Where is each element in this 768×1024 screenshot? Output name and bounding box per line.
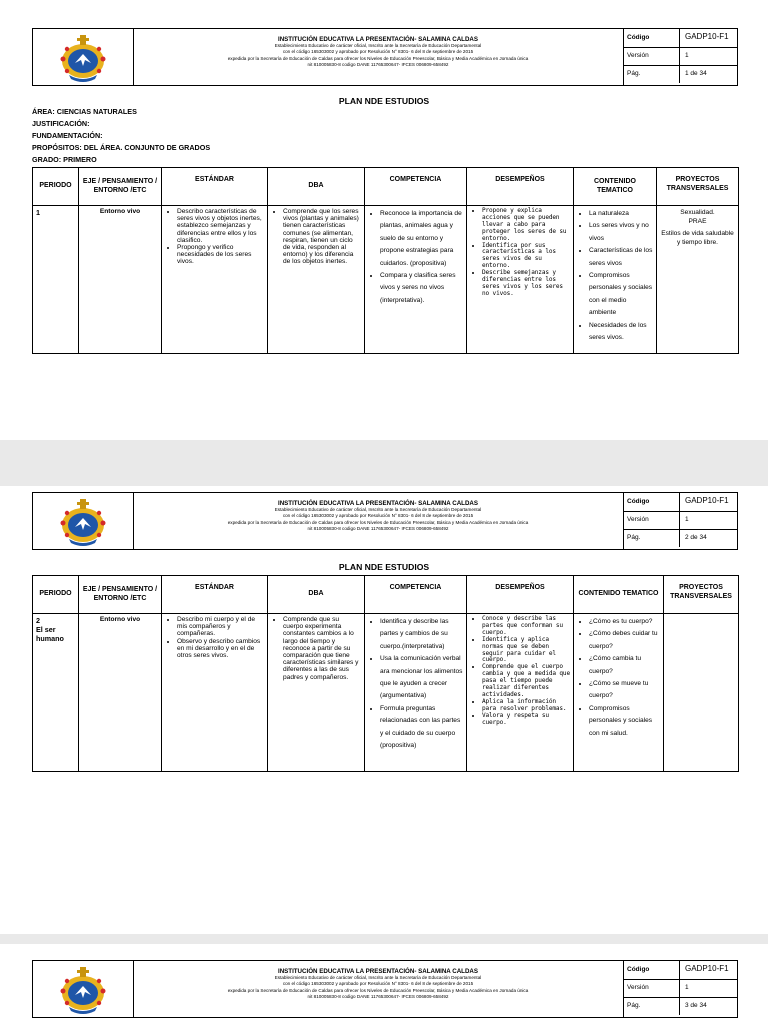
header-line: Establecimiento Educativo de carácter oficial, Inscrito ante la Secretaría de Educación Departamental xyxy=(274,43,482,48)
header-line: expedida por la Secretaría de Educación de Caldas para ofrecer los Niveles de Educación Preescolar, Básica y Media Académica en Jornada única xyxy=(227,519,529,525)
list-item: • Necesidades de los seres vivos. xyxy=(589,320,653,345)
list-item: • Formula preguntas relacionadas con las partes y el cuidado de su cuerpo (propositiva) xyxy=(380,703,463,753)
eje-cell: Entorno vivo xyxy=(79,206,162,354)
plan-info xyxy=(32,106,210,166)
area-line: ÁREA: CIENCIAS NATURALES xyxy=(32,107,137,116)
periodo-number: 2 xyxy=(36,616,40,625)
list-item: • Propone y explica acciones que se pueden llevar a cabo para proteger los seres de su entorno. xyxy=(482,208,570,243)
codigo-label: Código xyxy=(627,498,650,505)
version-value: 1 xyxy=(679,979,737,997)
version-label: Versión xyxy=(627,984,649,991)
propositos-line: PROPÓSITOS: DEL ÁREA. CONJUNTO DE GRADOS xyxy=(32,143,211,152)
competencia-cell xyxy=(365,206,467,354)
version-value: 1 xyxy=(679,511,737,529)
periodo-name: El ser humano xyxy=(36,625,64,643)
proyectos-cell xyxy=(664,614,739,772)
pag-value: 2 de 34 xyxy=(679,529,737,547)
header-line: nit 810005830-8 codigo DANE 11765300647- IFCES 006809-658492 xyxy=(307,993,449,999)
col-estandar: ESTÁNDAR xyxy=(162,576,268,614)
grado-line: GRADO: PRIMERO xyxy=(32,155,97,164)
table-row xyxy=(33,614,739,772)
dba-cell xyxy=(268,206,365,354)
plan-title: PLAN NDE ESTUDIOS xyxy=(338,96,430,106)
proyectos-cell xyxy=(657,206,739,354)
school-logo xyxy=(33,961,134,1017)
estandar-cell xyxy=(162,206,268,354)
list-item: • Compromisos personales y sociales con el medio ambiente xyxy=(589,270,653,320)
header-line: con el código 165303002 y aprobado por Resolución N° 8301- 6 del 8 de septiembre de 2015 xyxy=(282,513,474,519)
school-logo xyxy=(33,493,134,549)
list-item: • Comprende que los seres vivos (plantas y animales) tienen características comunes (se alimentan, respiran, tienen un ciclo de vida, responden al entorno) y los diferencia de los objetos inertes. xyxy=(283,208,361,266)
list-item: • Conoce y describe las partes que conforman su cuerpo. xyxy=(482,616,570,637)
list-item: • Comprende que el cuerpo cambia y que a medida que pasa el tiempo puede realizar diferentes actividades. xyxy=(482,664,570,699)
plan-title: PLAN NDE ESTUDIOS xyxy=(338,562,430,572)
codigo-value: GADP10-F1 xyxy=(679,961,737,979)
col-proyectos: PROYECTOS TRANSVERSALES xyxy=(657,168,739,206)
periodo-cell xyxy=(33,614,79,772)
col-estandar: ESTÁNDAR xyxy=(162,168,268,206)
justificacion-line: JUSTIFICACIÓN: xyxy=(32,119,90,128)
header-line: Establecimiento Educativo de carácter oficial, Inscrito ante la Secretaría de Educación Departamental xyxy=(274,975,482,980)
proyecto-item: Sexualidad. xyxy=(680,209,715,216)
col-contenido: CONTENIDO TEMATICO xyxy=(574,576,664,614)
list-item: • Observo y describo cambios en mi desarrollo y en el de otros seres vivos. xyxy=(177,638,264,660)
col-dba: DBA xyxy=(268,576,365,614)
page-1 xyxy=(0,0,768,440)
list-item: • Describo mi cuerpo y el de mis compañeros y compañeras. xyxy=(177,616,264,638)
header-line: nit 810005830-8 codigo DANE 11765300647- IFCES 006809-658492 xyxy=(307,525,449,531)
col-periodo: PERIODO xyxy=(33,168,79,206)
list-item: • Describo características de seres vivos y objetos inertes, establezco semejanzas y diferencias entre ellos y los clasifico. xyxy=(177,208,264,244)
header-line: expedida por la Secretaría de Educación de Caldas para ofrecer los Niveles de Educación Preescolar, Básica y Media Académica en Jornada única xyxy=(227,987,529,993)
list-item: • La naturaleza xyxy=(589,208,653,220)
version-label: Versión xyxy=(627,52,649,59)
institution-name: INSTITUCIÓN EDUCATIVA LA PRESENTACIÓN- SALAMINA CALDAS xyxy=(277,36,479,43)
list-item: • Describe semejanzas y diferencias entre los seres vivos y los seres no vivos. xyxy=(482,270,570,298)
list-item: • Aplica la información para resolver problemas. xyxy=(482,699,570,713)
codigo-label: Código xyxy=(627,34,650,41)
eje-cell: Entorno vivo xyxy=(79,614,162,772)
col-periodo: PERIODO xyxy=(33,576,79,614)
proyecto-item: Estilos de vida saludable y tiempo libre. xyxy=(661,230,734,246)
col-eje: EJE / PENSAMIENTO / ENTORNO /ETC xyxy=(79,168,162,206)
dba-cell xyxy=(268,614,365,772)
header-line: expedida por la Secretaría de Educación de Caldas para ofrecer los Niveles de Educación Preescolar, Básica y Media Académica en Jornada única xyxy=(227,55,529,61)
institution-name: INSTITUCIÓN EDUCATIVA LA PRESENTACIÓN- SALAMINA CALDAS xyxy=(277,500,479,507)
list-item: • Comprende que su cuerpo experimenta constantes cambios a lo largo del tiempo y reconoce a partir de su comparación que tiene características similares y diferentes a las de sus padres y compañeros. xyxy=(283,616,361,681)
col-dba: DBA xyxy=(268,168,365,206)
header-line: con el código 165303002 y aprobado por Resolución N° 8301- 6 del 8 de septiembre de 2015 xyxy=(282,981,474,987)
col-desempenos: DESEMPEÑOS xyxy=(467,168,574,206)
contenido-cell xyxy=(574,614,664,772)
list-item: • Los seres vivos y no vivos xyxy=(589,220,653,245)
codigo-value: GADP10-F1 xyxy=(679,493,737,511)
page-2 xyxy=(0,486,768,934)
list-item: • ¿Cómo debes cuidar tu cuerpo? xyxy=(589,628,660,653)
col-competencia: COMPETENCIA xyxy=(365,168,467,206)
list-item: • ¿Cómo es tu cuerpo? xyxy=(589,616,660,628)
list-item: • Usa la comunicación verbal ara mencionar los alimentos que le ayuden a crecer (argumentativa) xyxy=(380,653,463,703)
plan-table xyxy=(32,167,739,354)
plan-table xyxy=(32,575,739,772)
document-header xyxy=(32,492,738,550)
page-3 xyxy=(0,944,768,1024)
version-label: Versión xyxy=(627,516,649,523)
pag-value: 1 de 34 xyxy=(679,65,737,83)
col-desempenos: DESEMPEÑOS xyxy=(467,576,574,614)
list-item: • ¿Cómo cambia tu cuerpo? xyxy=(589,653,660,678)
pag-value: 3 de 34 xyxy=(679,997,737,1015)
desempenos-cell xyxy=(467,614,574,772)
document-header xyxy=(32,960,738,1018)
proyecto-item: PRAE xyxy=(688,218,707,225)
list-item: • Compara y clasifica seres vivos y seres no vivos (interpretativa). xyxy=(380,270,463,307)
col-contenido: CONTENIDO TEMATICO xyxy=(574,168,657,206)
list-item: • Propongo y verifico necesidades de los seres vivos. xyxy=(177,244,264,266)
codigo-value: GADP10-F1 xyxy=(679,29,737,47)
institution-name: INSTITUCIÓN EDUCATIVA LA PRESENTACIÓN- SALAMINA CALDAS xyxy=(277,968,479,975)
list-item: • Características de los seres vivos xyxy=(589,245,653,270)
header-line: con el código 165303002 y aprobado por Resolución N° 8301- 6 del 8 de septiembre de 2015 xyxy=(282,49,474,55)
header-line: nit 810005830-8 codigo DANE 11765300647- IFCES 006809-658492 xyxy=(307,61,449,67)
version-value: 1 xyxy=(679,47,737,65)
periodo-cell xyxy=(33,206,79,354)
contenido-cell xyxy=(574,206,657,354)
school-logo xyxy=(33,29,134,85)
col-competencia: COMPETENCIA xyxy=(365,576,467,614)
list-item: • Valora y respeta su cuerpo. xyxy=(482,713,570,727)
periodo-number: 1 xyxy=(36,208,40,217)
pag-label: Pág. xyxy=(627,70,641,77)
pag-label: Pág. xyxy=(627,1002,641,1009)
list-item: • ¿Cómo se mueve tu cuerpo? xyxy=(589,678,660,703)
col-eje: EJE / PENSAMIENTO / ENTORNO /ETC xyxy=(79,576,162,614)
document-meta xyxy=(623,493,737,549)
codigo-label: Código xyxy=(627,966,650,973)
document-meta xyxy=(623,961,737,1017)
document-meta xyxy=(623,29,737,85)
list-item: • Compromisos personales y sociales con mi salud. xyxy=(589,703,660,740)
list-item: • Identifica por sus características a los seres vivos de su entorno. xyxy=(482,243,570,271)
col-proyectos: PROYECTOS TRANSVERSALES xyxy=(664,576,739,614)
list-item: • Reconoce la importancia de plantas, animales agua y suelo de su entorno y propone estrategias para cuidarlos. (propositiva) xyxy=(380,208,463,270)
table-row xyxy=(33,206,739,354)
desempenos-cell xyxy=(467,206,574,354)
list-item: • Identifica y aplica normas que se deben seguir para cuidar el cuerpo. xyxy=(482,637,570,665)
fundamentacion-line: FUNDAMENTACIÓN: xyxy=(32,131,103,140)
estandar-cell xyxy=(162,614,268,772)
document-header xyxy=(32,28,738,86)
pag-label: Pág. xyxy=(627,534,641,541)
header-line: Establecimiento Educativo de carácter oficial, Inscrito ante la Secretaría de Educación Departamental xyxy=(274,507,482,512)
list-item: • Identifica y describe las partes y cambios de su cuerpo.(interpretativa) xyxy=(380,616,463,653)
competencia-cell xyxy=(365,614,467,772)
